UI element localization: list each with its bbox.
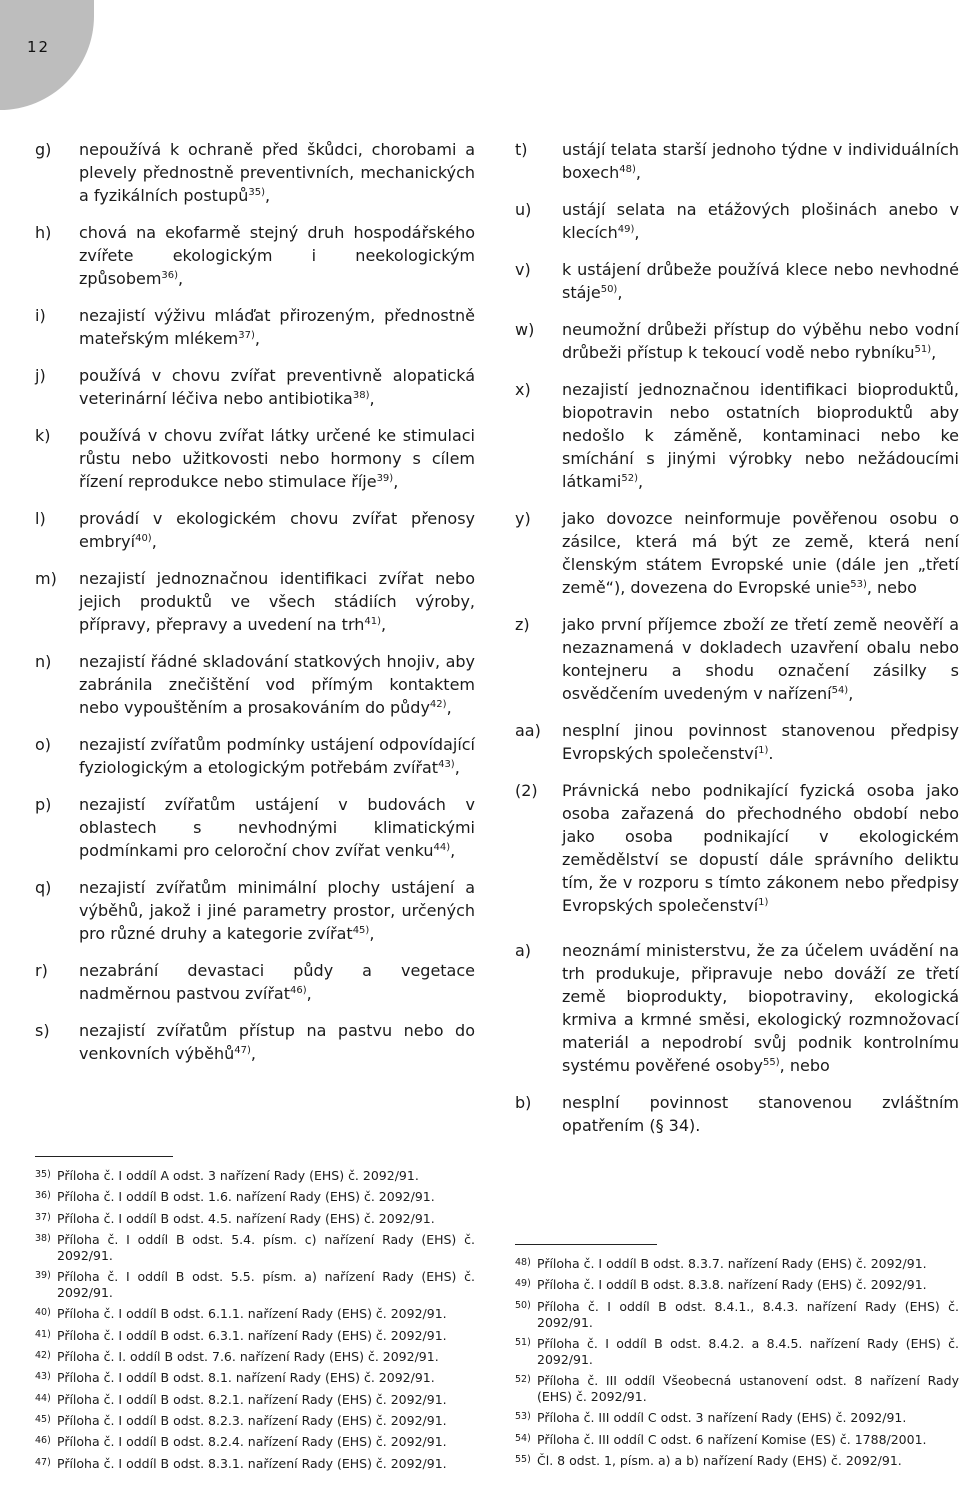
item-label: z) — [515, 615, 530, 634]
list-item — [515, 138, 959, 184]
list-item — [515, 779, 959, 917]
item-text: nesplní jinou povinnost stanovenou předpisy Evropských společenství$^{1)}$. — [562, 721, 959, 763]
list-item — [35, 507, 475, 553]
footnote-number: 43) — [35, 1371, 51, 1383]
right-footnotes — [515, 1256, 959, 1474]
list-item — [35, 567, 475, 636]
footnote-text: Příloha č. I oddíl B odst. 8.2.3. nařízení Rady (EHS) č. 2092/91. — [57, 1412, 447, 1428]
footnote — [35, 1434, 475, 1450]
list-item — [35, 959, 475, 1005]
item-label: j) — [35, 366, 46, 385]
footnote-text: Příloha č. I oddíl B odst. 5.5. písm. a) nařízení Rady (EHS) č. 2092/91. — [57, 1269, 475, 1301]
footnote-number: 47) — [35, 1456, 51, 1468]
footnote-number: 45) — [35, 1413, 51, 1425]
footnote-number: 48) — [515, 1257, 531, 1268]
item-text: nezajistí výživu mláďat přirozeným, přednostně mateřským mlékem$^{37)}$, — [79, 306, 475, 348]
item-text: k ustájení drůbeže používá klece nebo nevhodné stáje$^{50)}$, — [562, 260, 959, 302]
footnote — [515, 1336, 959, 1368]
item-text: nesplní povinnost stanovenou zvláštním opatřením (§ 34). — [562, 1093, 959, 1135]
footnote-number: 37) — [35, 1211, 51, 1223]
item-text: neumožní drůbeži přístup do výběhu nebo vodní drůbeži přístup k tekoucí vodě nebo rybníku$^{51)}$, — [562, 320, 959, 362]
list-item — [35, 733, 475, 779]
footnote-number: 53) — [515, 1411, 531, 1423]
list-item — [515, 613, 959, 705]
right-column — [515, 138, 959, 1137]
item-text: provádí v ekologickém chovu zvířat přenosy embryí$^{40)}$, — [79, 509, 475, 551]
footnote-text: Příloha č. I oddíl B odst. 1.6. nařízení Rady (EHS) č. 2092/91. — [57, 1189, 435, 1205]
footnote-ref: 41) — [364, 616, 382, 627]
item-text: používá v chovu zvířat preventivně alopatická veterinární léčiva nebo antibiotika$^{38)}$, — [79, 366, 475, 408]
footnote-number: 46) — [35, 1435, 51, 1447]
item-label: r) — [35, 961, 48, 980]
item-text: nepoužívá k ochraně před škůdci, chorobami a plevely přednostně preventivních, mechanických a fyzikálních postupů$^{35)}$, — [79, 140, 475, 205]
footnote-ref: 46) — [290, 985, 307, 996]
list-item — [35, 221, 475, 290]
item-text: nezajistí zvířatům přístup na pastvu nebo do venkovních výběhů$^{47)}$, — [79, 1021, 475, 1063]
footnote-number: 55) — [515, 1454, 531, 1466]
list-item — [515, 258, 959, 304]
footnote-ref: 36) — [161, 270, 179, 281]
list-item — [515, 378, 959, 493]
footnote — [35, 1456, 475, 1472]
list-item — [515, 507, 959, 599]
item-label: b) — [515, 1093, 532, 1112]
footnote-ref: 50) — [600, 284, 618, 295]
item-label: t) — [515, 140, 528, 159]
list-item — [35, 138, 475, 207]
footnote-text: Příloha č. I oddíl B odst. 8.4.2. a 8.4.5. nařízení Rady (EHS) č. 2092/91. — [537, 1335, 959, 1367]
item-label: m) — [35, 569, 57, 588]
footnote — [35, 1168, 475, 1184]
footnote-ref: 52) — [621, 473, 638, 484]
footnote-number: 40) — [35, 1307, 51, 1319]
footnote-text: Příloha č. I. oddíl B odst. 7.6. nařízení Rady (EHS) č. 2092/91. — [57, 1349, 439, 1365]
footnote-text: Příloha č. I oddíl B odst. 6.3.1. nařízení Rady (EHS) č. 2092/91. — [57, 1327, 447, 1343]
footnote-ref: 43) — [438, 759, 455, 770]
item-label: g) — [35, 140, 52, 159]
item-text: nezajistí zvířatům ustájení v budovách v oblastech s nevhodnými klimatickými podmínkami pro celoroční chov zvířat venku$^{44)}$, — [79, 795, 475, 860]
footnote-ref: 37) — [238, 330, 255, 341]
footnote-ref: 54) — [831, 685, 849, 696]
item-label: h) — [35, 223, 52, 242]
footnote-text: Příloha č. I oddíl B odst. 6.1.1. nařízení Rady (EHS) č. 2092/91. — [57, 1306, 447, 1322]
list-item — [515, 719, 959, 765]
footnote-text: Příloha č. I oddíl B odst. 8.3.8. nařízení Rady (EHS) č. 2092/91. — [537, 1277, 927, 1293]
list-item — [35, 424, 475, 493]
footnote-text: Příloha č. I oddíl B odst. 8.2.1. nařízení Rady (EHS) č. 2092/91. — [57, 1391, 447, 1407]
footnote-number: 49) — [515, 1278, 531, 1290]
footnote — [515, 1453, 959, 1469]
item-label: i) — [35, 306, 46, 325]
item-text: jako první příjemce zboží ze třetí země neověří a nezaznamená v dokladech uzavření obalu nebo kontejneru a shodu označení zásilky s osvědčením uvedeným v nařízení$^{54)}$, — [562, 615, 959, 703]
item-label: w) — [515, 320, 535, 339]
item-label: q) — [35, 878, 52, 897]
footnote-ref: 44) — [433, 842, 451, 853]
footnote-number: 51) — [515, 1336, 531, 1348]
footnote — [35, 1349, 475, 1365]
left-footnotes — [35, 1168, 475, 1477]
item-label: l) — [35, 509, 46, 528]
footnote-text: Čl. 8 odst. 1, písm. a) a b) nařízení Rady (EHS) č. 2092/91. — [537, 1453, 902, 1469]
item-text: nezajistí jednoznačnou identifikaci zvířat nebo jejich produktů ve všech stádiích výroby, přípravy, přepravy a uvedení na trh$^{41)}$, — [79, 569, 475, 634]
footnote-text: Příloha č. I oddíl B odst. 4.5. nařízení Rady (EHS) č. 2092/91. — [57, 1210, 435, 1226]
item-label: p) — [35, 795, 52, 814]
footnote-ref: 42) — [429, 699, 447, 710]
page-number: 12 — [27, 38, 51, 56]
item-text: Právnická nebo podnikající fyzická osoba jako osoba zařazená do přechodného období nebo jako osoba podnikající v ekologickém zemědělství se dopustí dále správního deliktu tím, že v rozporu s tímto zákonem nebo předpisy Evropských společenství$^{1)}$ — [562, 781, 959, 915]
item-label: aa) — [515, 721, 541, 740]
footnote — [35, 1328, 475, 1344]
footnote — [35, 1211, 475, 1227]
footnote-ref: 49) — [617, 224, 635, 235]
footnote-number: 39) — [35, 1270, 51, 1282]
item-text: nezajistí jednoznačnou identifikaci bioproduktů, biopotravin nebo ostatních bioproduktů aby nedošlo k záměně, kontaminaci nebo ke smíchání s jinými výrobky nebo nežádoucími látkami$^{52)}$, — [562, 380, 959, 491]
item-label: x) — [515, 380, 531, 399]
footnote-ref: 39) — [376, 473, 394, 484]
list-item — [35, 304, 475, 350]
item-label: u) — [515, 200, 532, 219]
list-item — [35, 876, 475, 945]
list-item — [35, 650, 475, 719]
left-footnote-rule — [35, 1156, 173, 1157]
footnote-ref: 47) — [234, 1045, 251, 1056]
footnote — [35, 1306, 475, 1322]
footnote — [35, 1413, 475, 1429]
item-label: (2) — [515, 781, 538, 800]
footnote-number: 52) — [515, 1374, 531, 1386]
list-item — [515, 939, 959, 1077]
footnote-text: Příloha č. I oddíl B odst. 8.4.1., 8.4.3. nařízení Rady (EHS) č. 2092/91. — [537, 1298, 959, 1330]
item-text: nezajistí zvířatům podmínky ustájení odpovídající fyziologickým a etologickým potřebám zvířat$^{43)}$, — [79, 735, 475, 777]
footnote-ref: 51) — [914, 344, 932, 355]
footnote-number: 41) — [35, 1328, 51, 1340]
footnote-number: 36) — [35, 1190, 51, 1202]
footnote-ref: 40) — [135, 533, 152, 544]
item-text: chová na ekofarmě stejný druh hospodářského zvířete ekologickým i neekologickým způsobem$^{36)}$, — [79, 223, 475, 288]
footnote-ref: 1) — [758, 745, 769, 756]
item-label: o) — [35, 735, 52, 754]
item-label: s) — [35, 1021, 50, 1040]
item-text: ustájí selata na etážových plošinách anebo v klecích$^{49)}$, — [562, 200, 959, 242]
footnote-text: Příloha č. III oddíl C odst. 3 nařízení Rady (EHS) č. 2092/91. — [537, 1410, 907, 1426]
item-text: nezajistí zvířatům minimální plochy ustájení a výběhů, jakož i jiné parametry prostor, určených pro různé druhy a kategorie zvířat$^{45)}$, — [79, 878, 475, 943]
left-column — [35, 138, 475, 1065]
footnote — [515, 1410, 959, 1426]
list-item — [35, 364, 475, 410]
list-item — [35, 793, 475, 862]
footnote-ref: 55) — [763, 1057, 780, 1068]
list-item — [515, 318, 959, 364]
list-item — [35, 1019, 475, 1065]
item-label: k) — [35, 426, 51, 445]
footnote-number: 42) — [35, 1350, 51, 1362]
footnote-number: 44) — [35, 1392, 51, 1404]
item-text: nezabrání devastaci půdy a vegetace nadměrnou pastvou zvířat$^{46)}$, — [79, 961, 475, 1003]
footnote-number: 35) — [35, 1169, 51, 1180]
item-label: n) — [35, 652, 52, 671]
footnote-number: 38) — [35, 1232, 51, 1244]
list-item — [515, 198, 959, 244]
footnote-ref: 1) — [758, 897, 769, 908]
footnote — [35, 1189, 475, 1205]
footnote-text: Příloha č. I oddíl B odst. 8.2.4. nařízení Rady (EHS) č. 2092/91. — [57, 1434, 447, 1450]
footnote — [515, 1299, 959, 1331]
footnote-ref: 48) — [619, 164, 636, 175]
footnote — [515, 1432, 959, 1448]
item-text: neoznámí ministerstvu, že za účelem uvádění na trh produkuje, připravuje nebo dováží ze třetí země bioprodukty, biopotraviny, ekologická krmiva a krmné směsi, ekologický rozmnožovací materiál a nepodrobí svůj podnik kontrolnímu systému pověřené osoby$^{55)}$, nebo — [562, 941, 959, 1075]
footnote-text: Příloha č. I oddíl B odst. 8.3.7. nařízení Rady (EHS) č. 2092/91. — [537, 1256, 927, 1271]
footnote-text: Příloha č. III oddíl C odst. 6 nařízení Komise (ES) č. 1788/2001. — [537, 1431, 927, 1447]
footnote-ref: 35) — [248, 187, 266, 198]
item-label: y) — [515, 509, 531, 528]
footnote-ref: 45) — [352, 925, 370, 936]
item-label: a) — [515, 941, 532, 960]
item-text: nezajistí řádné skladování statkových hnojiv, aby zabránila znečištění vod přímým kontaktem nebo vypouštěním a prosakováním do půdy$^{42)}$, — [79, 652, 475, 717]
footnote — [515, 1373, 959, 1405]
footnote-text: Příloha č. III oddíl Všeobecná ustanovení odst. 8 nařízení Rady (EHS) č. 2092/91. — [537, 1373, 959, 1405]
footnote — [35, 1370, 475, 1386]
item-text: ustájí telata starší jednoho týdne v individuálních boxech$^{48)}$, — [562, 140, 959, 182]
footnote-text: Příloha č. I oddíl B odst. 5.4. písm. c) nařízení Rady (EHS) č. 2092/91. — [57, 1231, 475, 1263]
footnote-text: Příloha č. I oddíl A odst. 3 nařízení Rady (EHS) č. 2092/91. — [57, 1168, 419, 1183]
item-label: v) — [515, 260, 531, 279]
footnote-ref: 38) — [352, 390, 370, 401]
footnote-text: Příloha č. I oddíl B odst. 8.3.1. nařízení Rady (EHS) č. 2092/91. — [57, 1455, 447, 1471]
footnote — [35, 1392, 475, 1408]
footnote — [515, 1277, 959, 1293]
footnote-number: 50) — [515, 1299, 531, 1311]
list-item — [515, 1091, 959, 1137]
footnote-number: 54) — [515, 1432, 531, 1444]
footnote-ref: 53) — [850, 579, 867, 590]
footnote — [35, 1269, 475, 1301]
footnote-text: Příloha č. I oddíl B odst. 8.1. nařízení Rady (EHS) č. 2092/91. — [57, 1370, 435, 1386]
item-text: jako dovozce neinformuje pověřenou osobu o zásilce, která má být ze země, která není členským státem Evropské unie (dále jen „třetí země“), dovezena do Evropské unie$^{53)}$, nebo — [562, 509, 959, 597]
footnote — [515, 1256, 959, 1272]
item-text: používá v chovu zvířat látky určené ke stimulaci růstu nebo užitkovosti nebo hormony s cílem řízení reprodukce nebo stimulace říje$^{39)}$, — [79, 426, 475, 491]
footnote — [35, 1232, 475, 1264]
right-footnote-rule — [515, 1244, 657, 1245]
